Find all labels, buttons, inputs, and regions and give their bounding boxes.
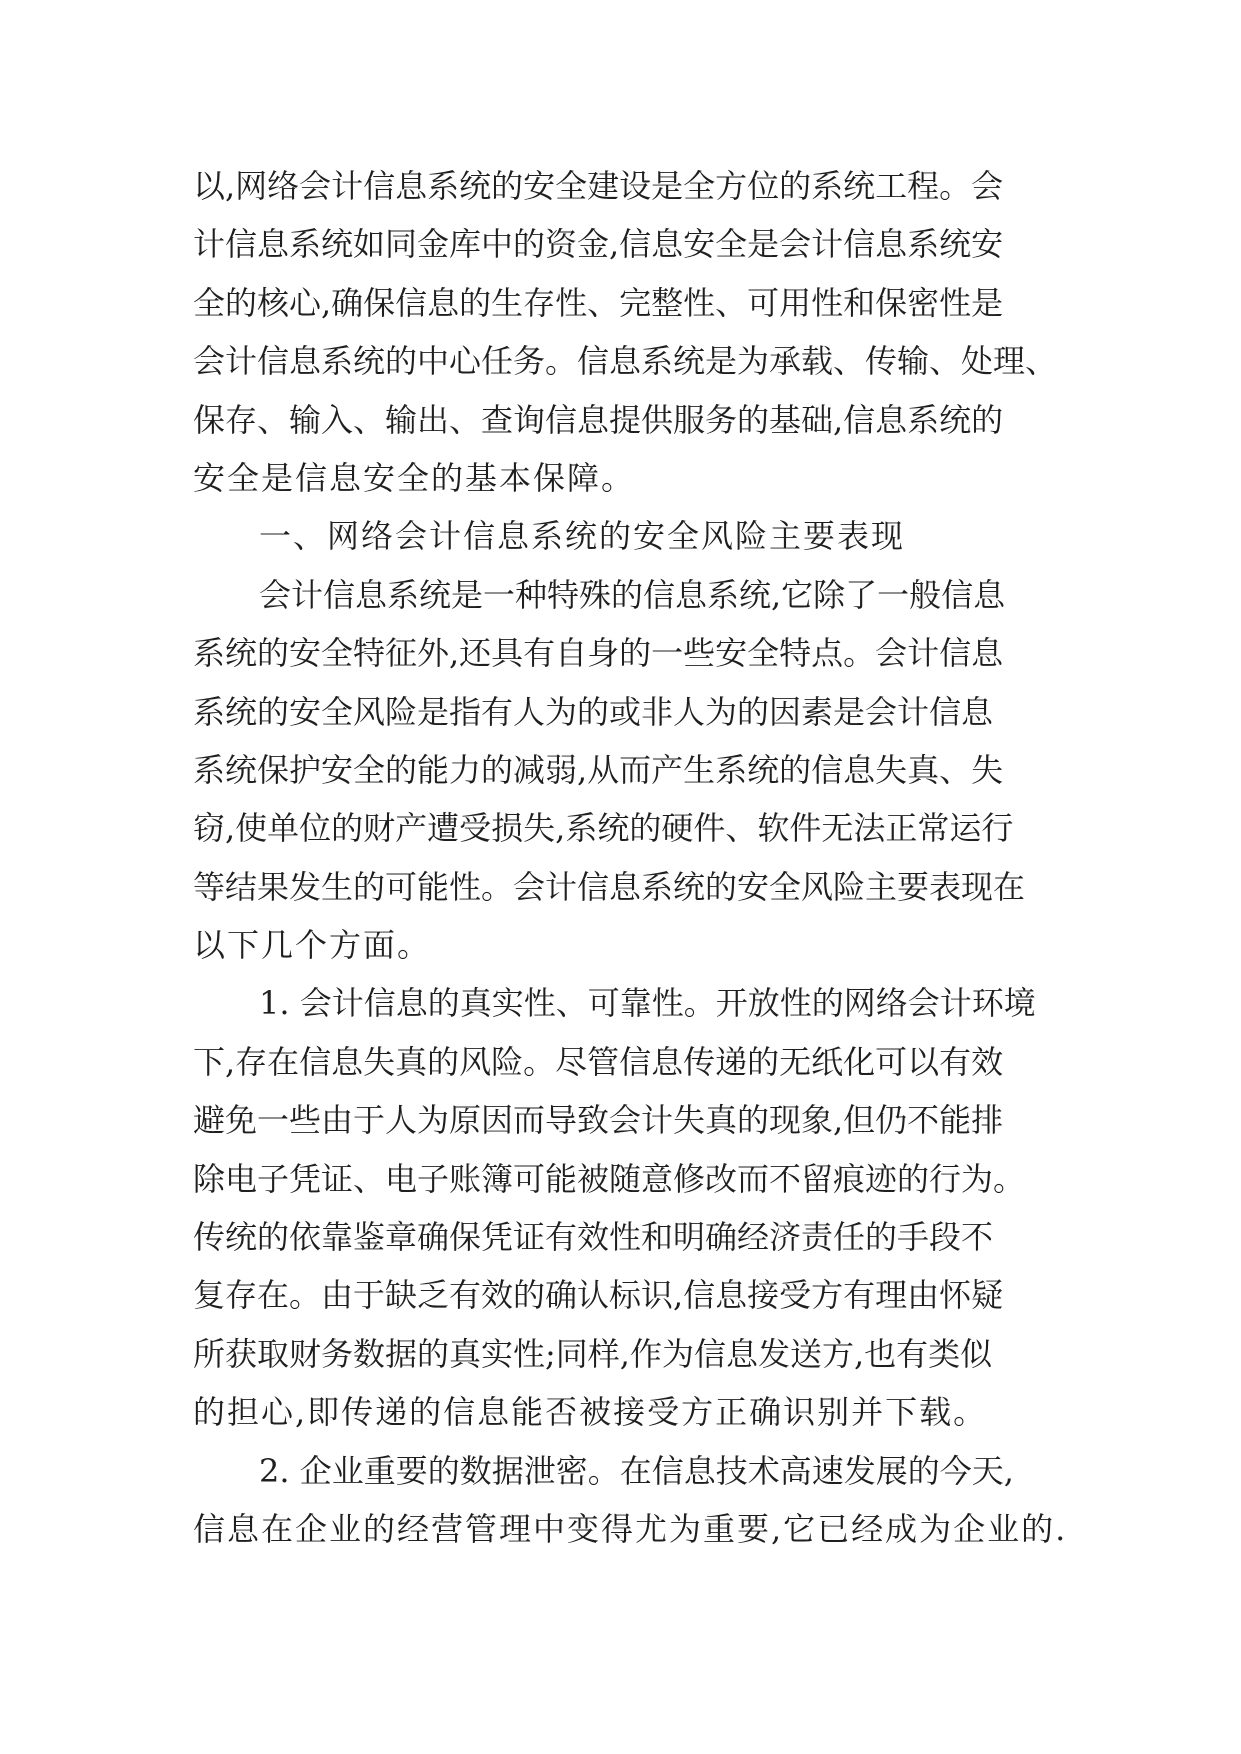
text-line: 复存在。由于缺乏有效的确认标识,信息接受方有理由怀疑 (193, 1276, 1004, 1315)
text-line: 以,网络会计信息系统的安全建设是全方位的系统工程。会 (193, 167, 1004, 205)
text-line: 会计信息系统是一种特殊的信息系统,它除了一般信息 (259, 575, 1006, 614)
text-line: 等结果发生的可能性。会计信息系统的安全风险主要表现在 (193, 867, 1026, 906)
text-line: 保存、输入、输出、查询信息提供服务的基础,信息系统的 (193, 400, 1004, 439)
text-line: 避免一些由于人为原因而导致会计失真的现象,但仍不能排 (193, 1101, 1004, 1140)
text-line: 信息在企业的经营管理中变得尤为重要,它已经成为企业的. (193, 1509, 1068, 1548)
paragraph (193, 1442, 1073, 1559)
text-line: 计信息系统如同金库中的资金,信息安全是会计信息系统安 (193, 225, 1004, 264)
text-line: 系统的安全风险是指有人为的或非人为的因素是会计信息 (193, 692, 994, 731)
text-line: 会计信息系统的中心任务。信息系统是为承载、传输、处理、 (193, 342, 1058, 381)
text-line: 2. 企业重要的数据泄密。在信息技术高速发展的今天, (259, 1451, 1014, 1490)
paragraph (193, 566, 1073, 975)
paragraph (193, 974, 1073, 1441)
text-line: 系统保护安全的能力的减弱,从而产生系统的信息失真、失 (193, 750, 1004, 789)
text-line: 的担心,即传递的信息能否被接受方正确识别并下载。 (193, 1393, 988, 1432)
text-line: 系统的安全特征外,还具有自身的一些安全特点。会计信息 (193, 634, 1004, 673)
section-heading (193, 507, 1073, 565)
text-line: 安全是信息安全的基本保障。 (193, 458, 636, 497)
text-line: 传统的依靠鉴章确保凭证有效性和明确经济责任的手段不 (193, 1218, 994, 1257)
text-line: 1. 会计信息的真实性、可靠性。开放性的网络会计环境 (259, 984, 1036, 1023)
paragraph (193, 157, 1073, 507)
text-line: 除电子凭证、电子账簿可能被随意修改而不留痕迹的行为。 (193, 1159, 1026, 1198)
text-line: 以下几个方面。 (193, 926, 432, 965)
text-line: 所获取财务数据的真实性;同样,作为信息发送方,也有类似 (193, 1334, 993, 1373)
text-line: 一、网络会计信息系统的安全风险主要表现 (259, 517, 906, 556)
text-line: 下,存在信息失真的风险。尽管信息传递的无纸化可以有效 (193, 1042, 1004, 1081)
text-line: 窃,使单位的财产遭受损失,系统的硬件、软件无法正常运行 (193, 809, 1014, 848)
document-body (193, 157, 1073, 1558)
text-line: 全的核心,确保信息的生存性、完整性、可用性和保密性是 (193, 283, 1004, 322)
